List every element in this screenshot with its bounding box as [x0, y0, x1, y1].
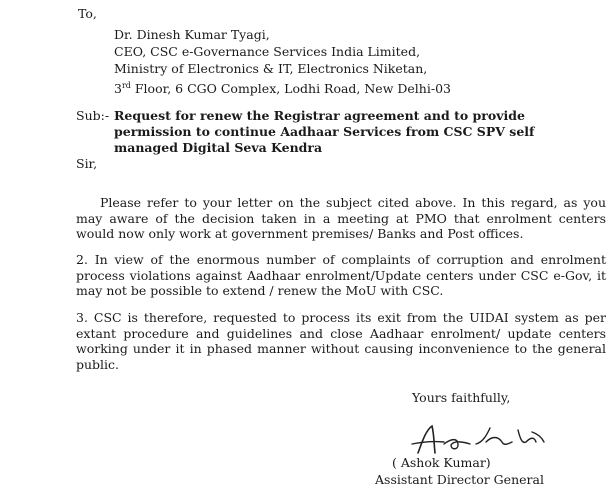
recipient-name: Dr. Dinesh Kumar Tyagi,	[114, 27, 270, 42]
salutation: Sir,	[76, 156, 98, 171]
paragraph-1: Please refer to your letter on the subject cited above. In this regard, as you may aware of the decision taken in a meeting at PMO that enrolment centers would now only work at government premises/ Banks and Post offices.	[76, 195, 606, 241]
recipient-ministry: Ministry of Electronics & IT, Electronics Niketan,	[114, 61, 428, 76]
address-line: Floor, 6 CGO Complex, Lodhi Road, New Delhi-03	[130, 81, 451, 96]
signatory-title: Assistant Director General	[375, 472, 544, 487]
paragraph-2: 2. In view of the enormous number of complaints of corruption and enrolment process violations against Aadhaar enrolment/Update centers under CSC e-Gov, it may not be possible to extend / renew the MoU with CSC.	[76, 252, 606, 298]
handwritten-signature	[404, 420, 554, 460]
closing: Yours faithfully,	[412, 390, 511, 405]
subject-text: Request for renew the Registrar agreement and to provide permission to continue Aadhaar Services from CSC SPV self managed Digital Seva Kendra	[114, 108, 535, 155]
paragraph-3: 3. CSC is therefore, requested to process its exit from the UIDAI system as per extant procedure and guidelines and close Aadhaar enrolment/ update centers working under it in phased manner without causing inconvenience to the general public.	[76, 310, 606, 372]
signatory-name: ( Ashok Kumar)	[392, 455, 491, 470]
recipient-designation: CEO, CSC e-Governance Services India Limited,	[114, 44, 421, 59]
to-line: To,	[78, 6, 97, 21]
subject-label: Sub:-	[76, 108, 110, 123]
floor-number: 3	[114, 81, 122, 96]
floor-suffix: rd	[121, 81, 131, 90]
recipient-address	[114, 77, 451, 97]
